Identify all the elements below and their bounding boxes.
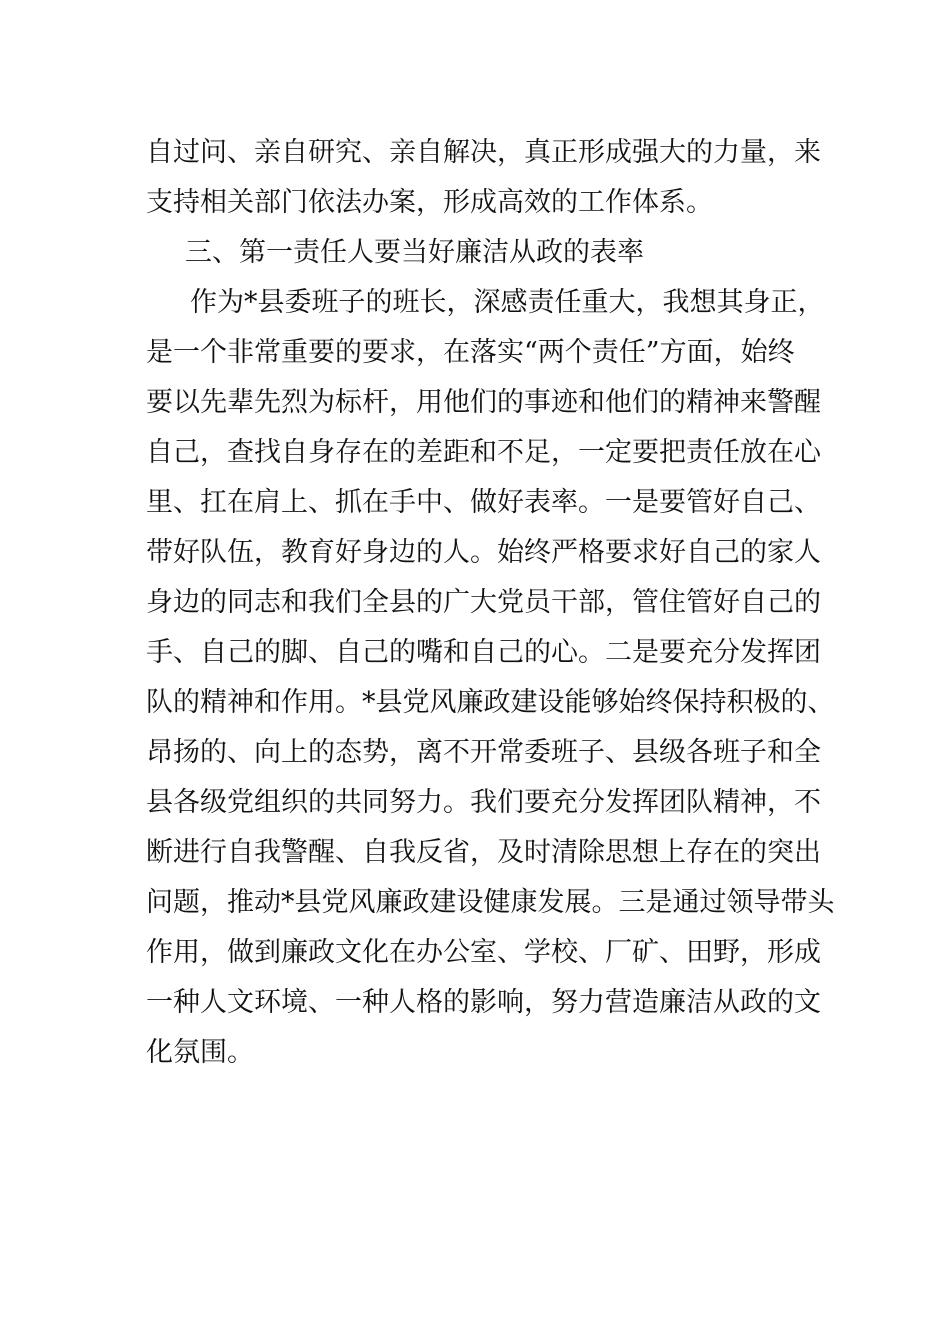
text-line: 问题，推动*县党风廉政建设健康发展。三是通过领导带头	[146, 887, 835, 918]
text-line: 昂扬的、向上的态势，离不开常委班子、县级各班子和全	[146, 737, 821, 768]
text-line: 手、自己的脚、自己的嘴和自己的心。二是要充分发挥团	[146, 637, 821, 668]
section-heading: 三、第一责任人要当好廉洁从政的表率	[185, 237, 644, 268]
text-line: 县各级党组织的共同努力。我们要充分发挥团队精神，不	[146, 787, 821, 818]
text-line: 里、扛在肩上、抓在手中、做好表率。一是要管好自己、	[146, 487, 821, 518]
text-line: 自过问、亲自研究、亲自解决，真正形成强大的力量，来	[146, 137, 821, 168]
text-line: 带好队伍，教育好身边的人。始终严格要求好自己的家人	[146, 537, 821, 568]
text-line: 要以先辈先烈为标杆，用他们的事迹和他们的精神来警醒	[146, 387, 821, 418]
document-body	[146, 128, 835, 1078]
text-line: 作为*县委班子的班长，深感责任重大，我想其身正，	[190, 287, 825, 318]
text-line: 作用，做到廉政文化在办公室、学校、厂矿、田野，形成	[146, 937, 821, 968]
text-line: 一种人文环境、一种人格的影响，努力营造廉洁从政的文	[146, 987, 821, 1018]
text-line: 支持相关部门依法办案，形成高效的工作体系。	[146, 187, 713, 218]
text-line: 断进行自我警醒、自我反省，及时清除思想上存在的突出	[146, 837, 821, 868]
text-line: 是一个非常重要的要求，在落实“两个责任”方面，始终	[146, 337, 795, 368]
text-line: 化氛围。	[146, 1037, 254, 1068]
text-line: 身边的同志和我们全县的广大党员干部，管住管好自己的	[146, 587, 821, 618]
text-line: 自己，查找自身存在的差距和不足，一定要把责任放在心	[146, 437, 821, 468]
text-line: 队的精神和作用。*县党风廉政建设能够始终保持积极的、	[146, 687, 835, 718]
